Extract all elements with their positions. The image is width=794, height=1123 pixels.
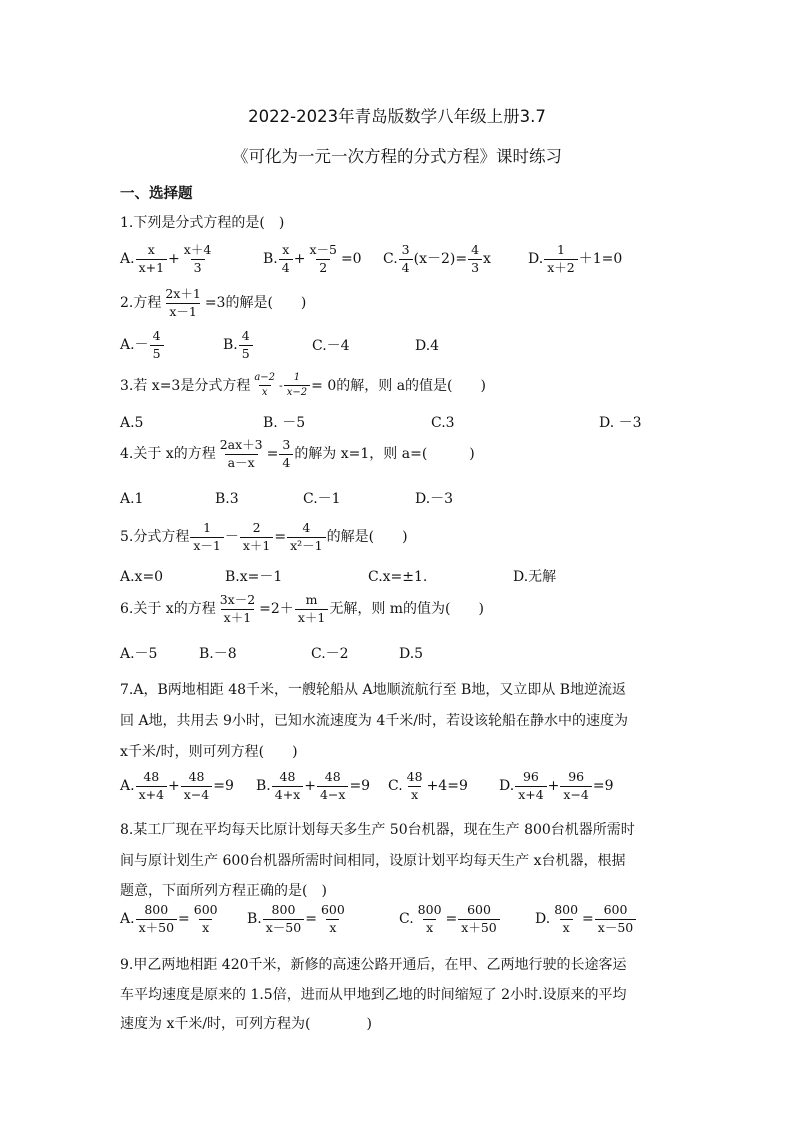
denominator: x＋2 (544, 259, 578, 275)
fraction (295, 594, 329, 624)
numerator: 800 (554, 902, 579, 917)
question-7-option-c (388, 771, 468, 801)
fraction (515, 771, 546, 801)
denominator: x (408, 786, 421, 802)
numerator: m (305, 592, 318, 607)
numerator: 800 (417, 902, 442, 917)
option-label: A. (120, 251, 135, 267)
denominator: x−2 (284, 385, 310, 398)
denominator: 5 (150, 345, 164, 361)
fraction (263, 904, 304, 934)
fraction (162, 288, 203, 318)
question-2-option-b (223, 330, 254, 360)
numerator: 3 (282, 437, 291, 452)
numerator: 48 (279, 769, 296, 784)
operator: + (168, 251, 180, 267)
question-4-option-b: B.3 (215, 491, 239, 507)
option-label: B. (256, 778, 271, 794)
fraction (468, 244, 482, 274)
question-6-option-a: A.－5 (120, 646, 158, 662)
numerator: 48 (143, 769, 160, 784)
operator: + (304, 778, 316, 794)
fraction (150, 330, 164, 360)
numerator: x (147, 242, 155, 257)
operator: + (547, 778, 560, 794)
fraction (544, 244, 578, 274)
fraction (239, 330, 253, 360)
numerator: 48 (324, 769, 341, 784)
stem-suffix: 的解为 x=1，则 a=( ) (294, 446, 475, 462)
fraction (306, 244, 340, 274)
question-6-option-d: D.5 (399, 646, 424, 662)
stem-prefix: 4.关于 x的方程 (120, 446, 216, 462)
doc-title-line1: 2022-2023年青岛版数学八年级上册3.7 (248, 107, 546, 126)
question-8-option-b (247, 904, 349, 934)
fraction (399, 244, 413, 274)
fraction (272, 771, 303, 801)
denominator: x (326, 919, 339, 935)
question-4-option-c: C.－1 (303, 491, 341, 507)
denominator: x－50 (595, 919, 636, 935)
question-5-option-c: C.x=±1. (368, 569, 428, 585)
operator: + (293, 251, 306, 267)
equation-tail: +4=9 (426, 778, 468, 794)
question-8-option-d (535, 904, 637, 934)
equation-tail: =9 (349, 778, 371, 794)
equation-middle: =2＋ (259, 601, 294, 617)
denominator: x²－1 (287, 537, 326, 553)
fraction (136, 771, 167, 801)
fraction (595, 904, 636, 934)
question-7-line-3: x千米/时，则可列方程( ) (120, 744, 298, 760)
doc-title-line2: 《可化为一元一次方程的分式方程》课时练习 (232, 147, 562, 166)
fraction (181, 771, 212, 801)
question-2-stem (120, 288, 306, 318)
question-1-option-b (263, 244, 362, 274)
question-5-option-b: B.x=－1 (225, 569, 283, 585)
numerator: 4 (471, 242, 480, 257)
question-6-stem (120, 594, 484, 624)
question-1-option-d (528, 244, 622, 274)
numerator: 48 (188, 769, 205, 784)
fraction (551, 904, 581, 934)
denominator: 4−x (317, 786, 348, 802)
question-2-option-c: C.－4 (312, 338, 350, 354)
denominator: x−4 (560, 786, 591, 802)
equation-middle: (x－2)= (413, 251, 468, 267)
denominator: x+4 (136, 786, 167, 802)
question-5-option-a: A.x=0 (120, 569, 164, 585)
numerator: 48 (406, 769, 423, 784)
option-label: C. (383, 251, 398, 267)
denominator: x (423, 919, 436, 935)
numerator: 1 (203, 520, 212, 535)
fraction (415, 904, 445, 934)
operator: = (178, 911, 190, 927)
fraction (560, 771, 591, 801)
denominator: x－1 (166, 303, 200, 319)
numerator: x－5 (309, 242, 337, 257)
denominator: 4+x (272, 786, 303, 802)
denominator: 4 (279, 259, 293, 275)
option-label: A. (120, 778, 135, 794)
numerator: x＋4 (183, 242, 212, 257)
denominator: x (199, 919, 212, 935)
denominator: x－50 (263, 919, 304, 935)
stem-prefix: 3.若 x=3是分式方程 (120, 377, 251, 394)
denominator: x－1 (190, 537, 224, 553)
denominator: x+4 (515, 786, 546, 802)
question-7-line-1: 7.A，B两地相距 48千米，一艘轮船从 A地顺流航行至 B地，又立即从 B地逆流返 (120, 682, 627, 698)
stem-suffix: 的解是( ) (326, 529, 408, 545)
denominator: 3 (191, 259, 205, 275)
numerator: 2ax＋3 (219, 437, 263, 452)
operator: － (224, 529, 239, 545)
question-1-option-c (383, 244, 491, 274)
numerator: 2x＋1 (165, 286, 201, 301)
numerator: 1 (293, 372, 301, 383)
question-8-line-3: 题意，下面所列方程正确的是( ) (120, 883, 327, 899)
operator: = (445, 911, 458, 927)
fraction (136, 904, 177, 934)
question-9-line-3: 速度为 x千米/时，可列方程为( ) (120, 1016, 372, 1032)
question-8-line-1: 8.某工厂现在平均每天比原计划每天多生产 50台机器，现在生产 800台机器所需时 (120, 822, 635, 838)
fraction (190, 522, 224, 552)
equation-tail: =9 (213, 778, 234, 794)
question-2-option-d: D.4 (415, 338, 440, 354)
operator: = (582, 911, 594, 927)
option-label: B. (263, 251, 278, 267)
question-4-stem (120, 439, 475, 469)
denominator: 4 (279, 454, 293, 470)
numerator: 3 (401, 242, 410, 257)
denominator: x (560, 919, 573, 935)
operator: = (266, 446, 279, 462)
numerator: 800 (271, 902, 296, 917)
question-3-option-b: B. －5 (263, 415, 306, 431)
numerator: 600 (603, 902, 628, 917)
question-5-stem (120, 522, 408, 552)
question-2-option-a (120, 330, 165, 360)
denominator: 2 (316, 259, 330, 275)
numerator: x (282, 242, 290, 257)
denominator: x＋50 (458, 919, 499, 935)
option-label: D. (528, 251, 544, 267)
option-label: A. (120, 911, 135, 927)
question-1-option-a (120, 244, 215, 274)
operator: = (274, 529, 287, 545)
question-9-line-1: 9.甲乙两地相距 420千米，新修的高速公路开通后，在甲、乙两地行驶的长途客运 (120, 957, 627, 973)
numerator: a−2 (254, 372, 276, 383)
question-7-option-a (120, 771, 234, 801)
fraction (136, 244, 167, 274)
question-4-option-d: D.－3 (415, 491, 454, 507)
numerator: 1 (556, 242, 565, 257)
fraction (287, 522, 326, 552)
section-heading: 一、选择题 (120, 186, 193, 202)
numerator: 600 (320, 902, 345, 917)
option-label: C. (399, 911, 414, 927)
option-label: B. (223, 337, 238, 353)
question-8-option-a (120, 904, 222, 934)
question-3-option-a: A.5 (120, 415, 144, 431)
stem-suffix: = 0的解，则 a的值是( ) (311, 377, 486, 394)
equation-tail: =9 (592, 778, 614, 794)
question-7-line-2: 回 A地，共用去 9小时，已知水流速度为 4千米/时，若设该轮船在静水中的速度为 (120, 713, 628, 729)
fraction (217, 594, 258, 624)
stem-prefix: 5.分式方程 (120, 529, 190, 545)
option-label: D. (499, 778, 515, 794)
denominator: 3 (468, 259, 482, 275)
operator: + (168, 778, 180, 794)
operator: = (305, 911, 317, 927)
numerator: 800 (144, 902, 169, 917)
numerator: 3x－2 (219, 592, 256, 607)
denominator: x＋1 (295, 609, 329, 625)
question-3-option-c: C.3 (431, 415, 455, 431)
numerator: 2 (252, 520, 261, 535)
numerator: 4 (241, 328, 250, 343)
question-1-stem: 1.下列是分式方程的是( ) (120, 215, 285, 231)
question-4-option-a: A.1 (120, 491, 144, 507)
denominator: x＋50 (136, 919, 177, 935)
question-7-option-b (256, 771, 370, 801)
fraction (279, 439, 293, 469)
numerator: 4 (302, 520, 311, 535)
fraction (284, 373, 310, 398)
denominator: x−4 (181, 786, 212, 802)
equation-tail: ＋1=0 (578, 251, 623, 267)
fraction (318, 904, 348, 934)
option-label: C. (388, 778, 403, 794)
fraction (404, 771, 426, 801)
denominator: x (259, 385, 271, 398)
equation-tail: x (483, 251, 491, 267)
question-8-option-c (399, 904, 501, 934)
stem-prefix: 6.关于 x的方程 (120, 601, 216, 617)
denominator: x＋1 (240, 537, 274, 553)
fraction (181, 244, 215, 274)
fraction (317, 771, 348, 801)
fraction (191, 904, 221, 934)
question-8-line-2: 间与原计划生产 600台机器所需时间相同，设原计划平均每天生产 x台机器，根据 (120, 853, 626, 869)
denominator: 5 (239, 345, 253, 361)
option-label: B. (247, 911, 262, 927)
numerator: 600 (467, 902, 491, 917)
stem-suffix: 无解，则 m的值为( ) (329, 601, 484, 617)
denominator: x+1 (136, 259, 167, 275)
numerator: 96 (522, 769, 539, 784)
question-6-option-c: C.－2 (311, 646, 349, 662)
fraction (251, 373, 278, 398)
operator: - (279, 379, 283, 392)
question-6-option-b: B.－8 (199, 646, 237, 662)
fraction (279, 244, 293, 274)
fraction (458, 904, 499, 934)
stem-suffix: =3的解是( ) (204, 295, 307, 311)
denominator: 4 (399, 259, 413, 275)
denominator: a－x (225, 454, 258, 470)
question-3-stem (120, 373, 486, 398)
denominator: x＋1 (221, 609, 255, 625)
question-9-line-2: 车平均速度是原来的 1.5倍，进而从甲地到乙地的时间缩短了 2小时.设原来的平均 (120, 987, 627, 1003)
question-7-option-d (499, 771, 614, 801)
stem-prefix: 2.方程 (120, 295, 162, 311)
numerator: 4 (152, 328, 161, 343)
option-label: D. (535, 911, 551, 927)
question-3-option-d: D. －3 (599, 415, 642, 431)
numerator: 96 (568, 769, 585, 784)
question-5-option-d: D.无解 (513, 569, 557, 585)
option-label: A.－ (120, 337, 149, 353)
numerator: 600 (193, 902, 218, 917)
fraction (217, 439, 266, 469)
fraction (240, 522, 274, 552)
equation-tail: =0 (340, 251, 362, 267)
